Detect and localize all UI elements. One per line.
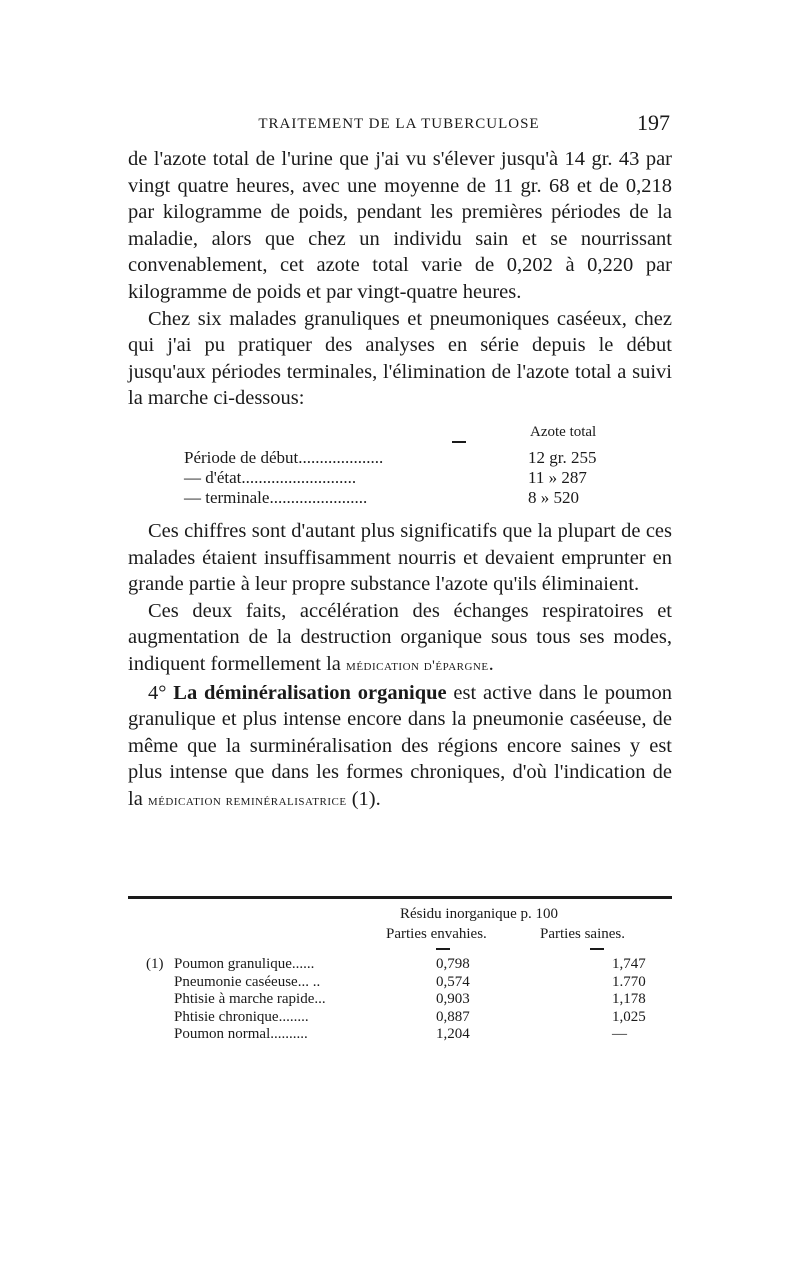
column-dash [452,441,466,443]
row-label: — d'état........................... [184,468,357,487]
row-value-saines: 1,025 [612,1008,646,1025]
table-row [128,468,672,488]
p4-small-caps: médication d'épargne [346,657,489,674]
footnote-col1-head: Parties envahies. [386,926,487,942]
p5-text: est active dans le poumon granulique et plus intense encore dans la pneumonie caséeuse, de même que la surminéralisation des régions encore saines y est plus intense que dans les formes chroniques, d'où l'indication de la [128,681,672,810]
azote-table [128,448,672,508]
row-label: Phtisie chronique........ [174,1008,309,1025]
paragraph-5 [128,680,672,815]
paragraph-2: Chez six malades granuliques et pneumoniques caséeux, chez qui j'ai pu pratiquer des analyses en série depuis le début jusqu'aux périodes terminales, l'élimination de l'azote total a suivi la marche ci-dessous: [128,307,672,410]
row-label: Période de début.................... [184,448,384,467]
body-text-bottom [128,518,672,815]
paragraph-1: de l'azote total de l'urine que j'ai vu s'élever jusqu'à 14 gr. 43 par vingt quatre heures, avec une moyenne de 11 gr. 68 et de 0,218 par kilogramme de poids, pendant les premières périodes de la maladie, alors que chez un individu sain et se nourrissant convenablement, cet azote total varie de 0,202 à 0,220 par kilogramme de poids et par vingt-quatre heures. [128,148,672,303]
footnote-dash-1 [436,948,450,950]
running-head [128,112,670,140]
row-value: 11 » 287 [528,468,587,487]
table-row [128,1009,672,1027]
row-value-saines: 1.770 [612,973,646,990]
table-row [128,956,672,974]
paragraph-4 [128,598,672,680]
footnote-head: Résidu inorganique p. 100 [400,906,559,922]
row-label: Pneumonie caséeuse... .. [174,973,321,990]
footnote-table [128,956,672,1044]
row-value: 12 gr. 255 [528,448,597,467]
table-row [128,974,672,992]
row-value-saines: — [612,1026,627,1042]
p5-small-caps: médication reminéralisatrice [147,792,347,809]
row-value-saines: 1,178 [612,991,646,1007]
row-label: Poumon normal.......... [174,1026,308,1042]
azote-column-head: Azote total [530,424,597,440]
body-text-top [128,146,672,412]
row-value-envahies: 0,887 [436,1008,470,1025]
table-row [128,488,672,508]
row-value-saines: 1,747 [612,956,646,972]
p4-text: Ces deux faits, accélération des échanges respiratoires et augmentation de la destruction organique sous tous ses modes, indiquent formellement la [128,599,672,675]
table-row [128,991,672,1009]
row-value-envahies: 1,204 [436,1026,470,1042]
row-label: Phtisie à marche rapide... [174,991,326,1007]
row-value-envahies: 0,798 [436,956,470,972]
paragraph-3: Ces chiffres sont d'autant plus significatifs que la plupart de ces malades étaient insuffisamment nourris et devaient emprunter en grande partie à leur propre substance l'azote qu'ils éliminaient. [128,520,672,596]
row-value: 8 » 520 [528,488,579,507]
footnote-col2-head: Parties saines. [540,926,625,942]
row-label: — terminale....................... [184,488,368,507]
table-row [128,1026,672,1044]
row-label: Poumon granulique...... [174,956,315,972]
page-number: 197 [637,110,670,135]
table-row [128,448,672,468]
footnote-rule [128,896,672,899]
p4-end: . [488,652,494,675]
p5-bold: La déminéralisation organique [173,681,447,704]
running-title: TRAITEMENT DE LA TUBERCULOSE [258,116,540,132]
p5-end: (1). [346,787,381,810]
row-value-envahies: 0,903 [436,991,470,1007]
footnote-dash-2 [590,948,604,950]
p5-number: 4° [148,681,174,704]
footnote-mark: (1) [146,956,164,972]
row-value-envahies: 0,574 [436,973,470,990]
